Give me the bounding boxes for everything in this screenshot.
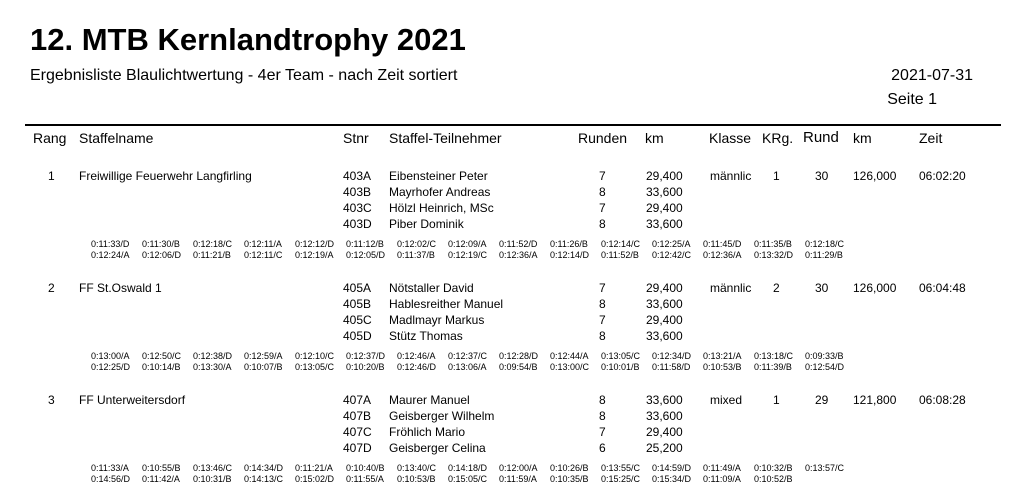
lap-time: 0:12:09/A: [448, 239, 487, 249]
team-time: 06:02:20: [919, 169, 966, 183]
header-rund: Rund: [803, 129, 839, 146]
member-name: Nötstaller David: [389, 281, 474, 295]
member-km: 33,600: [646, 393, 683, 407]
lap-time: 0:12:36/A: [703, 250, 742, 260]
lap-time: 0:12:37/D: [346, 351, 386, 361]
lap-time: 0:11:21/A: [295, 463, 333, 473]
member-name: Maurer Manuel: [389, 393, 470, 407]
lap-time: 0:13:57/C: [805, 463, 845, 473]
member-km: 33,600: [646, 297, 683, 311]
lap-time: 0:14:18/D: [448, 463, 488, 473]
member-stnr: 407D: [343, 441, 372, 455]
member-stnr: 407C: [343, 425, 372, 439]
lap-time: 0:14:13/C: [244, 474, 284, 484]
header-runden: Runden: [578, 130, 628, 146]
member-name: Eibensteiner Peter: [389, 169, 488, 183]
lap-time: 0:13:40/C: [397, 463, 437, 473]
member-laps: 8: [599, 217, 606, 231]
member-stnr: 405A: [343, 281, 372, 295]
lap-time: 0:15:34/D: [652, 474, 692, 484]
lap-time: 0:12:11/C: [244, 250, 283, 260]
member-laps: 8: [599, 393, 606, 407]
lap-time: 0:12:25/A: [652, 239, 691, 249]
member-laps: 7: [599, 169, 606, 183]
lap-time: 0:11:12/B: [346, 239, 384, 249]
lap-time: 0:12:05/D: [346, 250, 386, 260]
member-km: 29,400: [646, 425, 683, 439]
member-km: 29,400: [646, 201, 683, 215]
lap-time: 0:12:59/A: [244, 351, 283, 361]
lap-time: 0:12:10/C: [295, 351, 335, 361]
lap-time: 0:14:34/D: [244, 463, 284, 473]
lap-time: 0:12:34/D: [652, 351, 692, 361]
lap-time: 0:12:18/C: [193, 239, 233, 249]
member-name: Hablesreither Manuel: [389, 297, 504, 311]
lap-time: 0:10:01/B: [601, 362, 640, 372]
member-stnr: 407A: [343, 393, 372, 407]
member-name: Madlmayr Markus: [389, 313, 485, 327]
team-km-total: 126,000: [853, 281, 897, 295]
lap-time: 0:10:40/B: [346, 463, 385, 473]
header-km: km: [645, 130, 664, 146]
lap-time: 0:10:26/B: [550, 463, 589, 473]
lap-time: 0:13:00/A: [91, 351, 130, 361]
team-name: FF Unterweitersdorf: [79, 393, 186, 407]
team-rank: 1: [48, 169, 55, 183]
lap-time: 0:15:05/C: [448, 474, 488, 484]
member-laps: 7: [599, 201, 606, 215]
member-km: 29,400: [646, 313, 683, 327]
header-klasse: Klasse: [709, 130, 752, 146]
lap-time: 0:11:35/B: [754, 239, 792, 249]
member-name: Fröhlich Mario: [389, 425, 466, 439]
team-name: FF St.Oswald 1: [79, 281, 162, 295]
member-name: Mayrhofer Andreas: [389, 185, 491, 199]
team-class: männlic: [710, 169, 752, 183]
lap-time: 0:12:19/A: [295, 250, 334, 260]
team-time: 06:08:28: [919, 393, 966, 407]
lap-time: 0:10:07/B: [244, 362, 283, 372]
page-number: Seite 1: [887, 91, 937, 108]
lap-time: 0:12:46/D: [397, 362, 437, 372]
lap-time: 0:12:36/A: [499, 250, 538, 260]
header-divider: [25, 124, 1001, 126]
lap-time: 0:11:33/D: [91, 239, 130, 249]
member-laps: 7: [599, 313, 606, 327]
member-km: 25,200: [646, 441, 683, 455]
lap-time: 0:13:30/A: [193, 362, 232, 372]
lap-time: 0:10:20/B: [346, 362, 385, 372]
header-rang: Rang: [33, 130, 67, 146]
lap-time: 0:11:55/A: [346, 474, 384, 484]
member-laps: 8: [599, 185, 606, 199]
lap-time: 0:15:25/C: [601, 474, 641, 484]
lap-time: 0:11:52/B: [601, 250, 639, 260]
lap-time: 0:13:32/D: [754, 250, 794, 260]
lap-time: 0:12:50/C: [142, 351, 182, 361]
team-class: männlic: [710, 281, 752, 295]
lap-time: 0:11:33/A: [91, 463, 129, 473]
header-zeit: Zeit: [919, 130, 943, 146]
member-km: 33,600: [646, 185, 683, 199]
lap-time: 0:11:09/A: [703, 474, 741, 484]
lap-time: 0:14:59/D: [652, 463, 692, 473]
team-class-rank: 1: [773, 169, 780, 183]
header-krg: KRg.: [762, 130, 794, 146]
lap-time: 0:11:37/B: [397, 250, 435, 260]
team-class-rank: 1: [773, 393, 780, 407]
team-name: Freiwillige Feuerwehr Langfirling: [79, 169, 252, 183]
member-name: Stütz Thomas: [389, 329, 463, 343]
member-km: 29,400: [646, 169, 683, 183]
lap-time: 0:12:54/D: [805, 362, 845, 372]
header-staffelname: Staffelname: [79, 130, 154, 146]
lap-time: 0:13:00/C: [550, 362, 590, 372]
lap-time: 0:13:06/A: [448, 362, 487, 372]
lap-time: 0:09:33/B: [805, 351, 844, 361]
lap-time: 0:11:30/B: [142, 239, 180, 249]
lap-time: 0:12:12/D: [295, 239, 335, 249]
member-name: Geisberger Wilhelm: [389, 409, 495, 423]
header-teilnehmer: Staffel-Teilnehmer: [389, 130, 502, 146]
member-laps: 7: [599, 281, 606, 295]
member-km: 33,600: [646, 217, 683, 231]
lap-time: 0:11:52/D: [499, 239, 538, 249]
member-stnr: 405C: [343, 313, 372, 327]
lap-time: 0:14:56/D: [91, 474, 131, 484]
member-laps: 8: [599, 409, 606, 423]
member-laps: 6: [599, 441, 606, 455]
member-stnr: 405B: [343, 297, 372, 311]
lap-time: 0:09:54/B: [499, 362, 538, 372]
team-km-total: 126,000: [853, 169, 897, 183]
team-laps-total: 30: [815, 281, 829, 295]
lap-time: 0:13:55/C: [601, 463, 641, 473]
member-stnr: 403C: [343, 201, 372, 215]
lap-time: 0:12:06/D: [142, 250, 182, 260]
lap-time: 0:10:32/B: [754, 463, 793, 473]
lap-time: 0:15:02/D: [295, 474, 335, 484]
member-km: 33,600: [646, 329, 683, 343]
lap-time: 0:10:55/B: [142, 463, 181, 473]
member-laps: 7: [599, 425, 606, 439]
page-title: 12. MTB Kernlandtrophy 2021: [30, 22, 466, 57]
report-date: 2021-07-31: [891, 67, 973, 84]
lap-time: 0:13:18/C: [754, 351, 794, 361]
lap-time: 0:12:24/A: [91, 250, 130, 260]
member-name: Piber Dominik: [389, 217, 464, 231]
lap-time: 0:10:52/B: [754, 474, 793, 484]
lap-time: 0:13:05/C: [601, 351, 641, 361]
lap-time: 0:12:37/C: [448, 351, 488, 361]
lap-time: 0:11:29/B: [805, 250, 843, 260]
lap-time: 0:13:46/C: [193, 463, 233, 473]
lap-time: 0:12:42/C: [652, 250, 692, 260]
lap-time: 0:11:49/A: [703, 463, 741, 473]
lap-time: 0:10:31/B: [193, 474, 232, 484]
lap-time: 0:12:14/C: [601, 239, 641, 249]
lap-time: 0:12:11/A: [244, 239, 282, 249]
lap-time: 0:13:05/C: [295, 362, 335, 372]
lap-time: 0:10:14/B: [142, 362, 181, 372]
lap-time: 0:12:19/C: [448, 250, 488, 260]
lap-time: 0:12:38/D: [193, 351, 233, 361]
team-laps-total: 30: [815, 169, 829, 183]
team-class: mixed: [710, 393, 743, 407]
lap-time: 0:12:25/D: [91, 362, 131, 372]
lap-time: 0:12:14/D: [550, 250, 590, 260]
lap-time: 0:12:46/A: [397, 351, 436, 361]
team-km-total: 121,800: [853, 393, 897, 407]
lap-time: 0:12:28/D: [499, 351, 539, 361]
header-km-total: km: [853, 130, 872, 146]
member-stnr: 403A: [343, 169, 372, 183]
lap-time: 0:10:53/B: [703, 362, 742, 372]
lap-time: 0:12:44/A: [550, 351, 589, 361]
lap-time: 0:10:53/B: [397, 474, 436, 484]
page-subtitle: Ergebnisliste Blaulichtwertung - 4er Team - nach Zeit sortiert: [30, 67, 458, 84]
lap-time: 0:10:35/B: [550, 474, 589, 484]
member-km: 29,400: [646, 281, 683, 295]
member-name: Geisberger Celina: [389, 441, 486, 455]
lap-time: 0:13:21/A: [703, 351, 742, 361]
member-km: 33,600: [646, 409, 683, 423]
lap-time: 0:12:00/A: [499, 463, 538, 473]
lap-time: 0:11:59/A: [499, 474, 537, 484]
member-laps: 8: [599, 329, 606, 343]
member-stnr: 407B: [343, 409, 372, 423]
team-laps-total: 29: [815, 393, 829, 407]
member-laps: 8: [599, 297, 606, 311]
lap-time: 0:11:21/B: [193, 250, 231, 260]
lap-time: 0:11:45/D: [703, 239, 742, 249]
lap-time: 0:12:02/C: [397, 239, 437, 249]
team-time: 06:04:48: [919, 281, 966, 295]
member-stnr: 403D: [343, 217, 372, 231]
team-rank: 3: [48, 393, 55, 407]
lap-time: 0:11:26/B: [550, 239, 588, 249]
lap-time: 0:11:58/D: [652, 362, 691, 372]
member-name: Hölzl Heinrich, MSc: [389, 201, 494, 215]
header-stnr: Stnr: [343, 130, 369, 146]
lap-time: 0:11:39/B: [754, 362, 792, 372]
member-stnr: 405D: [343, 329, 372, 343]
lap-time: 0:11:42/A: [142, 474, 180, 484]
team-class-rank: 2: [773, 281, 780, 295]
member-stnr: 403B: [343, 185, 372, 199]
team-rank: 2: [48, 281, 55, 295]
lap-time: 0:12:18/C: [805, 239, 845, 249]
